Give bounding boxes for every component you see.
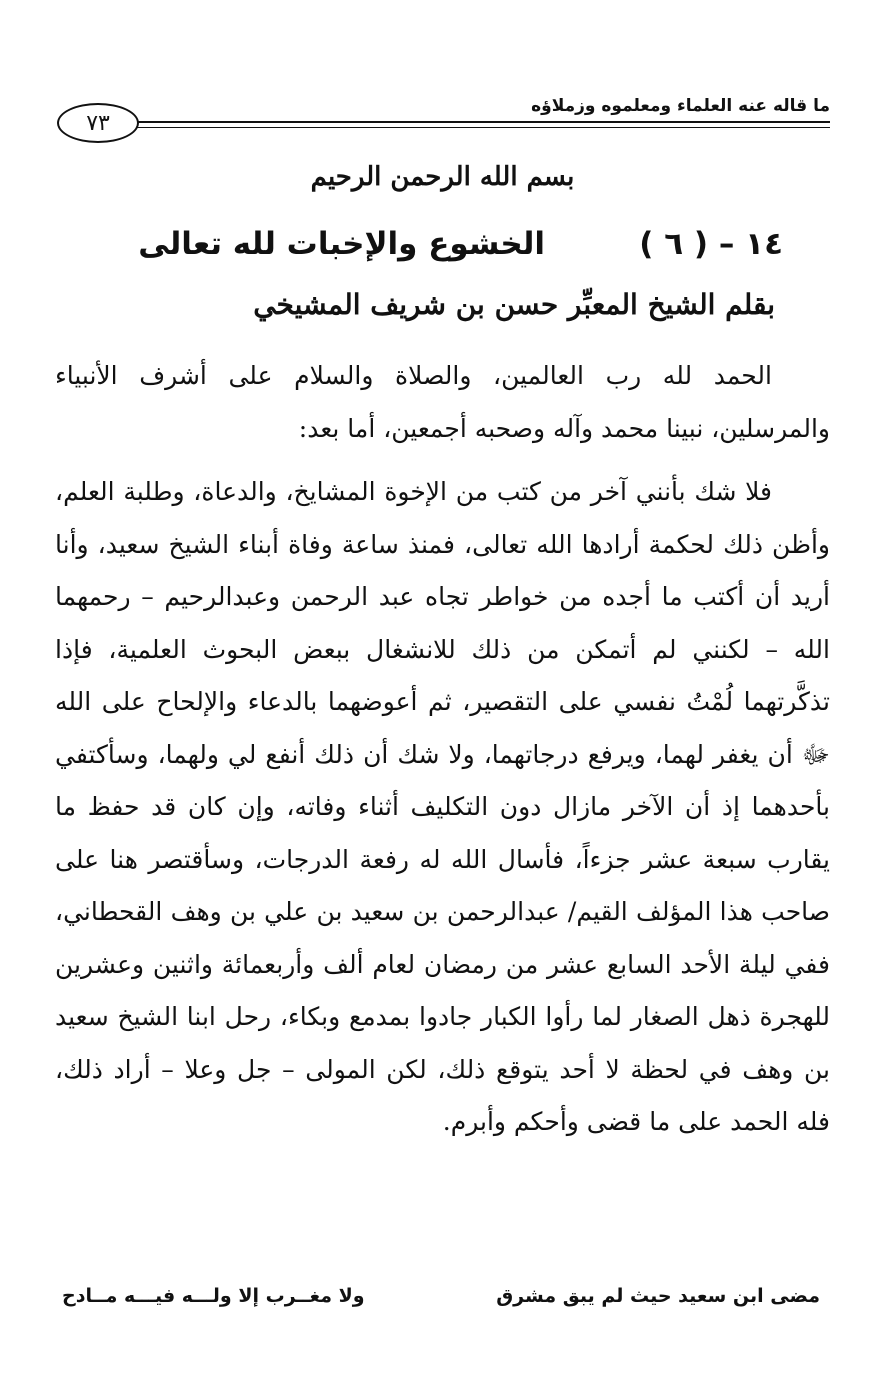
section-title: الخشوع والإخبات لله تعالى bbox=[138, 226, 545, 262]
author-line: بقلم الشيخ المعبِّر حسن بن شريف المشيخي bbox=[253, 288, 775, 321]
running-header-title: ما قاله عنه العلماء ومعلموه وزملاؤه bbox=[531, 96, 830, 116]
header-rule-top bbox=[135, 121, 830, 123]
verse-second-hemistich: ولا مغــرب إلا ولـــه فيـــه مــادح bbox=[62, 1285, 365, 1307]
page-number-badge bbox=[57, 103, 139, 143]
paragraph-opening: الحمد لله رب العالمين، والصلاة والسلام على أشرف الأنبياء والمرسلين، نبينا محمد وآله وصحبه أجمعين، أما بعد: bbox=[55, 361, 830, 443]
verse-first-hemistich: مضى ابن سعيد حيث لم يبق مشرق bbox=[496, 1285, 820, 1307]
page-number: ٧٣ bbox=[86, 110, 110, 136]
poetry-verse bbox=[62, 1285, 820, 1307]
header-rule-bottom bbox=[135, 127, 830, 128]
section-number: ١٤ – ( ٦ ) bbox=[639, 226, 783, 262]
paragraph-main: فلا شك بأنني آخر من كتب من الإخوة المشايخ، والدعاة، وطلبة العلم، وأظن ذلك لحكمة أرادها الله تعالى، فمنذ ساعة وفاة أبناء الشيخ سعيد، وأنا أريد أن أكتب ما أجده من خواطر تجاه عبد الرحمن وعبدالرحيم – رحمهما الله – لكنني لم أتمكن من ذلك للانشغال ببعض البحوث العلمية، فإذا تذكَّرتهما لُمْتُ نفسي على التقصير، ثم أعوضهما بالدعاء والإلحاح على الله ﷻ أن يغفر لهما، ويرفع درجاتهما، ولا شك أن ذلك أنفع لي ولهما، وسأكتفي بأحدهما إذ أن الآخر مازال دون التكليف أثناء وفاته، وإن كان قد حفظ ما يقارب سبعة عشر جزءاً، فأسال الله له رفعة الدرجات، وسأقتصر هنا على صاحب هذا المؤلف القيم/ عبدالرحمن بن سعيد بن علي بن وهف القحطاني، ففي ليلة الأحد السابع عشر من رمضان لعام ألف وأربعمائة واثنين وعشرين للهجرة ذهل الصغار لما رأوا الكبار جادوا بمدمع وبكاء، رحل ابنا الشيخ سعيد بن وهف في لحظة لا أحد يتوقع ذلك، لكن المولى – جل وعلا – أراد ذلك، فله الحمد على ما قضى وأحكم وأبرم. bbox=[55, 477, 830, 1136]
basmala: بسم الله الرحمن الرحيم bbox=[310, 162, 575, 192]
